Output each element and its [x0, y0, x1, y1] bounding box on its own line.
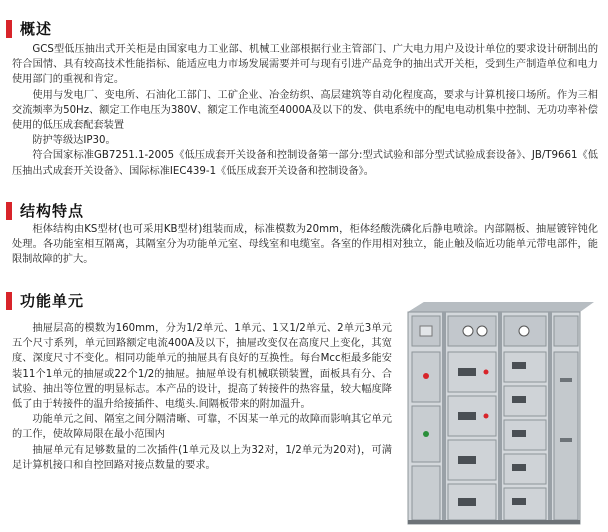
function-paragraph: 功能单元之间、隔室之间分隔清晰、可靠，不因某一单元的故障而影响其它单元的工作，使故障局限在最小范围内 [12, 414, 392, 441]
overview-paragraph: 使用与发电厂、变电所、石油化工部门、工矿企业、冶金纺织、高层建筑等自动化程度高，要求与计算机接口场所。作为三相交流频率为50Hz、额定工作电压为380V、额定工作电流至4000A及以下的发、供电系统中的配电电动机集中控制、无功功率补偿使用的低压成套配套装置 [12, 89, 598, 132]
function-paragraph: 抽屉层高的模数为160mm，分为1/2单元、1单元、1又1/2单元、2单元3单元五个尺寸系列，单元回路额定电流400A及以下，抽屉改变仅在高度尺上变化，其宽度、深度尺寸不变化。相同功能单元的抽屉具有良好的互换性。每台Mcc柜最多能安装11个1单元的抽屉或22个1/2的抽屉。抽屉单设有机械联锁装置，面板具有分、合试验、抽出等位置的明显标志。本产品的设计，提高了转接件的热容量，较大幅度降低了由于转接件的温升给接插件、电缆头.间隔板带来的附加温升。 [12, 323, 392, 411]
switchgear-cabinet-image [398, 298, 598, 526]
section-title: 功能单元 [20, 292, 85, 310]
overview-body [12, 42, 598, 179]
overview-paragraph: GCS型低压抽出式开关柜是由国家电力工业部、机械工业部根据行业主管部门、广大电力用户及设计单位的要求设计研制出的符合国情、具有较高技术性能指标、能适应电力市场发展需要并可与现有引进产品竞争的抽出式开关柜，受到生产制造单位和电力使用部门的重视和肯定。 [12, 44, 598, 86]
function-body [12, 321, 392, 473]
section-header-function [6, 290, 84, 311]
section-title: 结构特点 [20, 202, 85, 220]
structure-paragraph: 柜体结构由KS型材(也可采用KB型材)组装而成，标准模数为20mm，柜体经酸洗磷化后静电喷涂。内部隔板、抽屉镀锌钝化处理。各功能室相互隔离，其隔室分为功能单元室、母线室和电缆室。各室的作用相对独立，能止触及临近功能单元带电部件，能限制故障的扩大。 [12, 224, 598, 266]
red-bar-icon [6, 20, 12, 38]
red-bar-icon [6, 202, 12, 220]
section-title: 概述 [20, 20, 53, 38]
section-header-overview [6, 18, 52, 39]
function-paragraph: 抽屉单元有足够数量的二次插件(1单元及以上为32对，1/2单元为20对)，可满足计算机接口和自控回路对接点数量的要求。 [12, 444, 392, 471]
overview-paragraph: 防护等级达IP30。 [32, 135, 116, 147]
structure-body [12, 222, 598, 268]
overview-paragraph: 符合国家标准GB7251.1-2005《低压成套开关设备和控制设备第一部分:型式试验和部分型式试验成套设备》、JB/T9661《低压抽出式成套开关设备》、国际标准IEC439-1《低压成套开关设备和控制设备》。 [12, 150, 598, 177]
section-header-structure [6, 200, 84, 221]
red-bar-icon [6, 292, 12, 310]
